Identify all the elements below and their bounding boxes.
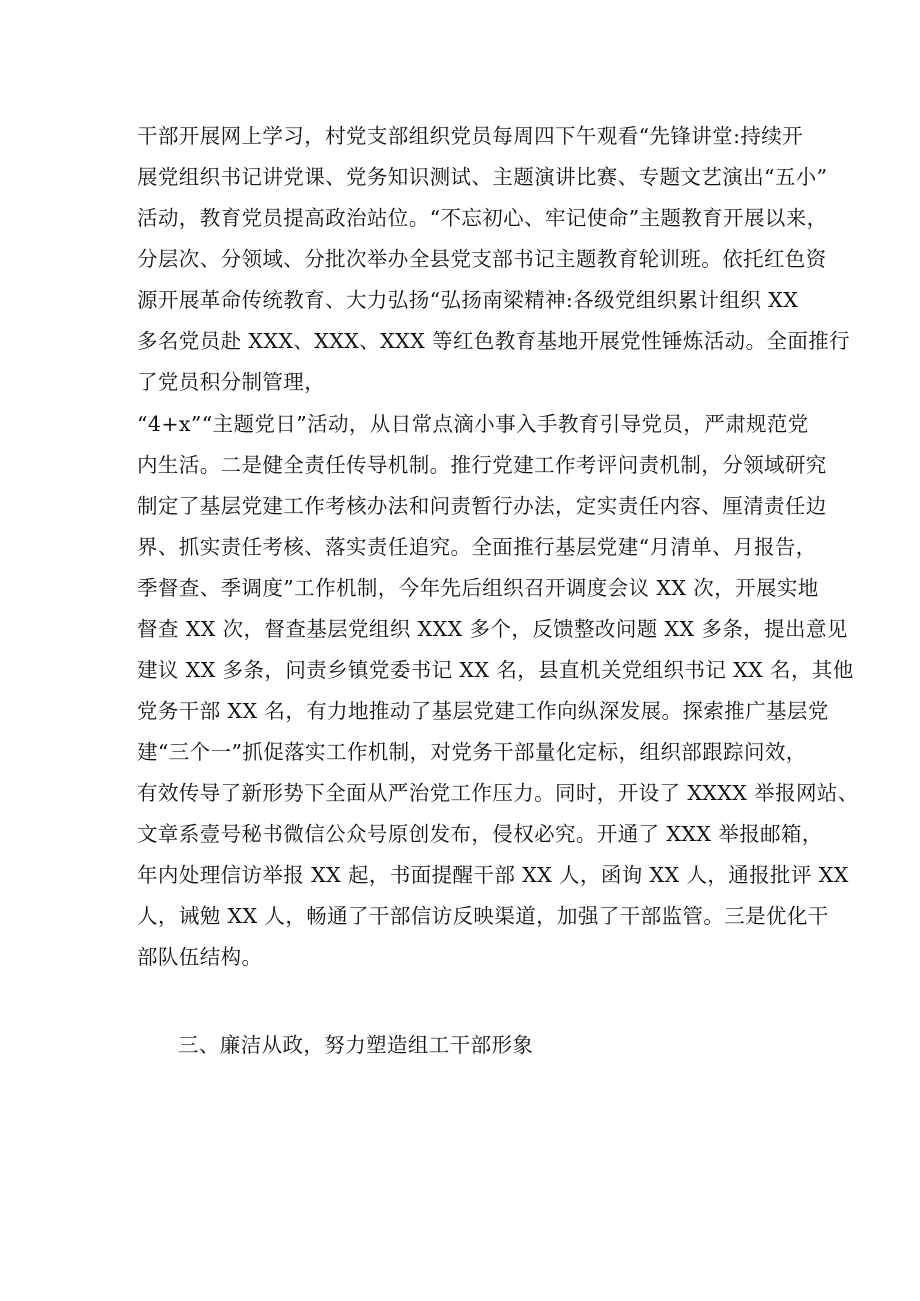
- paragraph-line: 建议 XX 多条，问责乡镇党委书记 XX 名，县直机关党组织书记 XX 名，其他: [137, 658, 854, 682]
- paragraph-line: 活动，教育党员提高政治站位。“不忘初心、牢记使命”主题教育开展以来，: [137, 206, 828, 230]
- paragraph-line: 分层次、分领域、分批次举办全县党支部书记主题教育轮训班。依托红色资: [137, 247, 827, 271]
- paragraph-line: 干部开展网上学习，村党支部组织党员每周四下午观看“先锋讲堂:持续开: [137, 124, 804, 148]
- paragraph-line: “4+x”“主题党日”活动，从日常点滴小事入手教育引导党员，严肃规范党: [137, 412, 809, 436]
- paragraph-line: 内生活。二是健全责任传导机制。推行党建工作考评问责机制，分领域研究: [137, 453, 827, 477]
- paragraph-line: 制定了基层党建工作考核办法和问责暂行办法，定实责任内容、厘清责任边: [137, 494, 827, 518]
- paragraph-line: 季督查、季调度”工作机制，今年先后组织召开调度会议 XX 次，开展实地: [137, 576, 819, 600]
- section-heading: 三、廉洁从政，努力塑造组工干部形象: [178, 1033, 534, 1057]
- paragraph-line: 多名党员赴 XXX、XXX、XXX 等红色教育基地开展党性锤炼活动。全面推行: [137, 329, 851, 353]
- paragraph-line: 有效传导了新形势下全面从严治党工作压力。同时，开设了 XXXX 举报网站、: [137, 781, 859, 805]
- paragraph-line: 文章系壹号秘书微信公众号原创发布，侵权必究。开通了 XXX 举报邮箱，: [137, 822, 823, 846]
- paragraph-line: 部队伍结构。: [137, 945, 263, 969]
- paragraph-line: 年内处理信访举报 XX 起，书面提醒干部 XX 人，函询 XX 人，通报批评 XX: [137, 863, 849, 887]
- paragraph-line: 了党员积分制管理，: [137, 370, 326, 394]
- paragraph-line: 源开展革命传统教育、大力弘扬“弘扬南梁精神:各级党组织累计组织 XX: [137, 288, 799, 312]
- paragraph-line: 建“三个一”抓促落实工作机制，对党务干部量化定标，组织部跟踪问效，: [137, 740, 807, 764]
- paragraph-line: 人，诫勉 XX 人，畅通了干部信访反映渠道，加强了干部监管。三是优化干: [137, 904, 829, 928]
- paragraph-line: 督查 XX 次，督查基层党组织 XXX 多个，反馈整改问题 XX 多条，提出意见: [137, 617, 848, 641]
- paragraph-line: 党务干部 XX 名，有力地推动了基层党建工作向纵深发展。探索推广基层党: [137, 699, 829, 723]
- paragraph-line: 界、抓实责任考核、落实责任追究。全面推行基层党建“月清单、月报告，: [137, 535, 817, 559]
- paragraph-line: 展党组织书记讲党课、党务知识测试、主题演讲比赛、专题文艺演出“五小”: [137, 165, 828, 189]
